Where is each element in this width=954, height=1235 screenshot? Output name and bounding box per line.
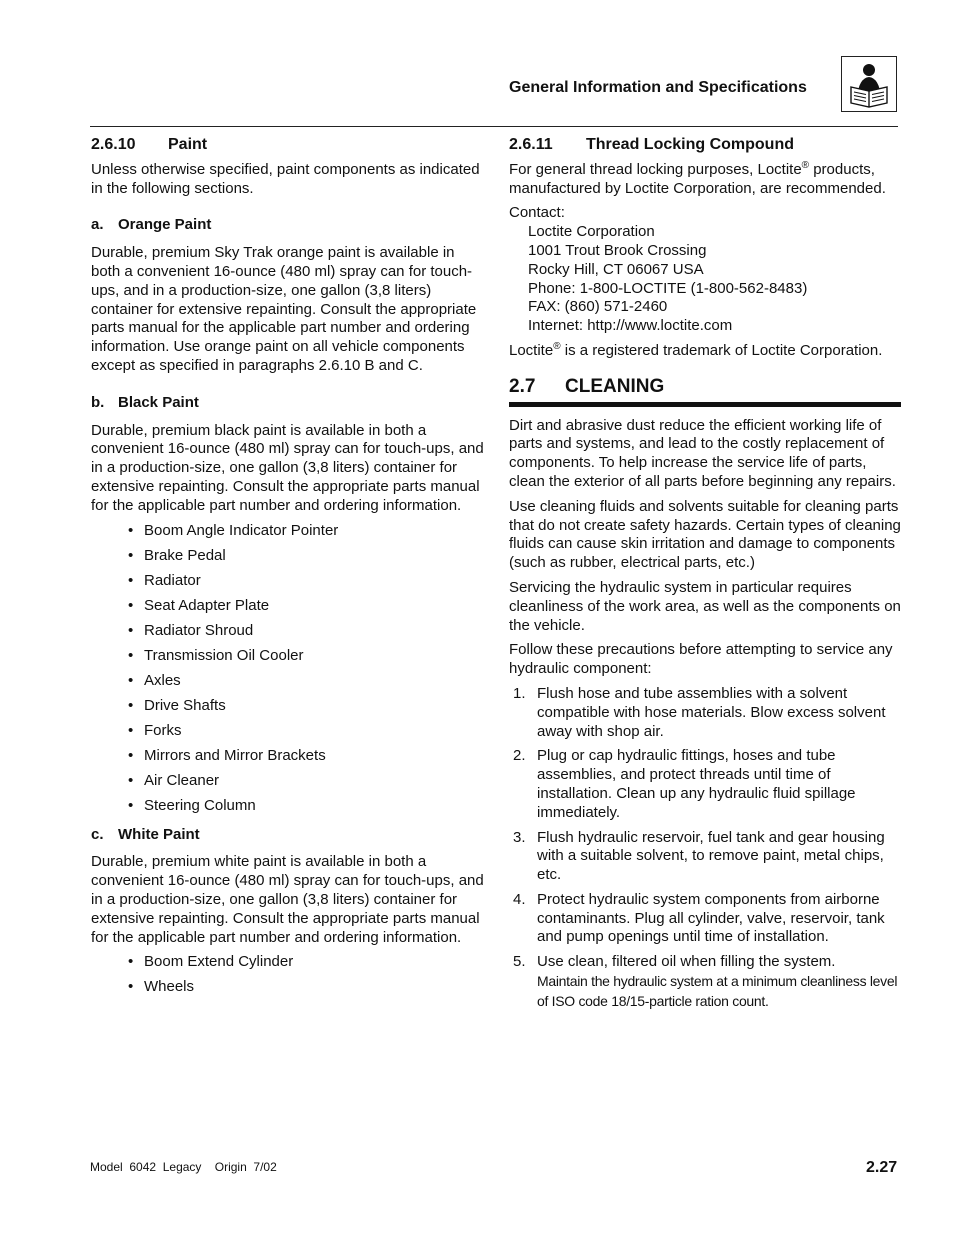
bullet-icon: • <box>128 646 134 664</box>
bullet-icon: • <box>128 796 134 814</box>
subheading-letter: b. <box>91 393 105 411</box>
subheading-title: White Paint <box>118 825 200 843</box>
list-item: • Boom Extend Cylinder <box>128 953 294 971</box>
bullet-icon: • <box>128 546 134 564</box>
step-item: 5. Use clean, filtered oil when filling the system. Maintain the hydraulic system at a minimum cleanliness level of ISO code 18/15-particle ration count. <box>513 953 898 1009</box>
right-column <box>509 136 901 1018</box>
contact-line: 1001 Trout Brook Crossing <box>528 241 707 259</box>
section-title: Paint <box>168 136 208 153</box>
black-paint-list <box>91 522 486 822</box>
footer-model-info: Model 6042 Legacy Origin 7/02 <box>90 1160 277 1174</box>
section-heading-cleaning <box>509 375 901 407</box>
page-number: 2.27 <box>866 1159 898 1176</box>
step-item: 1. Flush hose and tube assemblies with a solvent compatible with hose materials. Blow excess solvent away with shop air. <box>513 684 886 740</box>
contact-line: Rocky Hill, CT 06067 USA <box>528 260 704 278</box>
black-paint-body: Durable, premium black paint is available in both a convenient 16-ounce (480 ml) spray can for touch-ups, and in a production-size, one gallon (3,8 liters) container for extensive repainting. Consult the appropriate parts manual for the applicable part number and ordering information. <box>91 421 484 514</box>
section-number: 2.6.11 <box>509 136 553 153</box>
list-item: • Steering Column <box>128 796 256 814</box>
contact-block <box>509 223 901 336</box>
section-number: 2.6.10 <box>91 136 136 153</box>
list-item: • Axles <box>128 671 181 689</box>
list-item: • Brake Pedal <box>128 546 226 564</box>
registered-mark: ® <box>553 340 561 352</box>
cleaning-paragraph: Follow these precautions before attempting to service any hydraulic component: <box>509 641 893 678</box>
step-item: 2. Plug or cap hydraulic fittings, hoses and tube assemblies, and protect threads until time of installation. Clean up any hydraulic fluid spillage immediately. <box>513 747 856 821</box>
bullet-icon: • <box>128 596 134 614</box>
white-paint-list <box>91 953 486 1003</box>
step-number: 3. <box>513 828 526 846</box>
list-item: • Radiator Shroud <box>128 621 254 639</box>
bullet-icon: • <box>128 953 134 971</box>
white-paint-body: Durable, premium white paint is available in both a convenient 16-ounce (480 ml) spray can for touch-ups, and in a production-size, one gallon (3,8 liters) container for extensive repainting. Consult the appropriate parts manual for the applicable part number and ordering information. <box>91 853 484 946</box>
contact-line: FAX: (860) 571-2460 <box>528 298 668 316</box>
subheading-black-paint <box>91 394 486 413</box>
subheading-orange-paint <box>91 216 486 235</box>
section-number: 2.7 <box>509 375 536 397</box>
bullet-icon: • <box>128 696 134 714</box>
list-item: • Air Cleaner <box>128 771 220 789</box>
list-item: • Transmission Oil Cooler <box>128 646 304 664</box>
contact-line: Internet: http://www.loctite.com <box>528 317 733 335</box>
orange-paint-body: Durable, premium Sky Trak orange paint is available in both a convenient 16-ounce (480 ml) spray can for touch-ups, and in a production-size, one gallon (3,8 liters) container for extensive repainting. Consult the appropriate parts manual for the applicable part number and ordering information. Use orange paint on all vehicle components except as specified in paragraphs 2.6.10 B and C. <box>91 244 477 374</box>
paint-intro: Unless otherwise specified, paint components as indicated in the following sections. <box>91 160 480 197</box>
bullet-icon: • <box>128 746 134 764</box>
cleaning-paragraph: Dirt and abrasive dust reduce the efficient working life of parts and systems, and lead to the costly replacement of components. To help increase the service life of parts, clean the exterior of all parts before beginning any repairs. <box>509 416 896 490</box>
subheading-title: Orange Paint <box>118 216 212 234</box>
step-number: 1. <box>513 684 526 702</box>
cleaning-paragraph: Servicing the hydraulic system in particular requires cleanliness of the work area, as well as the components on the vehicle. <box>509 578 901 634</box>
list-item: • Boom Angle Indicator Pointer <box>128 521 339 539</box>
bullet-icon: • <box>128 721 134 739</box>
list-item: • Drive Shafts <box>128 696 226 714</box>
registered-mark: ® <box>801 159 810 171</box>
contact-line: Phone: 1-800-LOCTITE (1-800-562-8483) <box>528 279 808 297</box>
subheading-letter: a. <box>91 216 104 234</box>
list-item: • Forks <box>128 721 182 739</box>
header-rule <box>90 126 898 127</box>
subheading-title: Black Paint <box>118 393 199 411</box>
bullet-icon: • <box>128 571 134 589</box>
step-number: 2. <box>513 747 526 765</box>
subheading-letter: c. <box>91 825 104 843</box>
step-number: 4. <box>513 890 526 908</box>
section-title: CLEANING <box>565 375 665 397</box>
contact-label: Contact: <box>509 204 565 222</box>
subheading-white-paint <box>91 826 486 845</box>
section-heading-thread-locking <box>509 136 901 155</box>
bullet-icon: • <box>128 521 134 539</box>
page-header-title: General Information and Specifications <box>509 79 807 96</box>
list-item: • Seat Adapter Plate <box>128 596 270 614</box>
bullet-icon: • <box>128 621 134 639</box>
bullet-icon: • <box>128 671 134 689</box>
cleaning-paragraph: Use cleaning fluids and solvents suitable for cleaning parts that do not create safety hazards. Certain types of cleaning fluids can cause skin irritation and damage to components (such as rubber, electrical parts, etc.) <box>509 497 901 572</box>
step-item: 4. Protect hydraulic system components from airborne contaminants. Plug all cylinder, valve, reservoir, tank and pump openings until time of installation. <box>513 890 885 946</box>
list-item: • Radiator <box>128 571 201 589</box>
reading-manual-icon <box>841 56 897 112</box>
step-number: 5. <box>513 953 526 971</box>
left-column <box>91 136 486 1003</box>
thread-locking-intro: For general thread locking purposes, Loctite® products, manufactured by Loctite Corporation, are recommended. <box>509 159 886 197</box>
step-item: 3. Flush hydraulic reservoir, fuel tank and gear housing with a suitable solvent, to remove paint, metal chips, etc. <box>513 828 885 884</box>
bullet-icon: • <box>128 978 134 996</box>
trademark-notice: Loctite® is a registered trademark of Loctite Corporation. <box>509 340 883 359</box>
list-item: • Mirrors and Mirror Brackets <box>128 746 326 764</box>
section-heading-paint <box>91 136 486 155</box>
list-item: • Wheels <box>128 978 195 996</box>
contact-line: Loctite Corporation <box>528 223 655 241</box>
precaution-steps <box>509 685 901 1012</box>
bullet-icon: • <box>128 771 134 789</box>
section-title: Thread Locking Compound <box>586 136 794 153</box>
